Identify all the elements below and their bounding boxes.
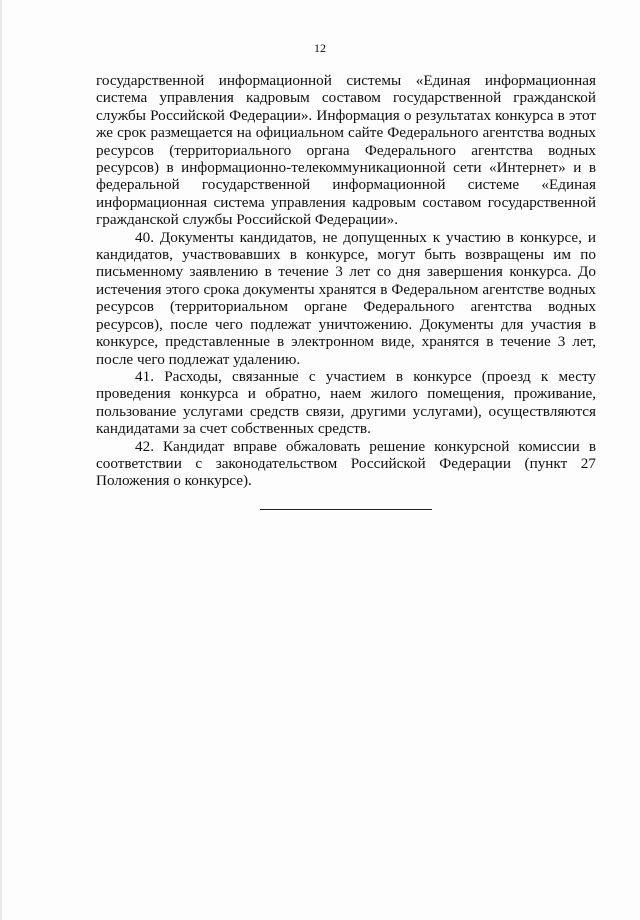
- paragraph-item-40: 40. Документы кандидатов, не допущенных к участию в конкурсе, и кандидатов, участвовавших в конкурсе, могут быть возвращены им по письменному заявлению в течение 3 лет со дня завершения конкурса. До истечения этого срока документы хранятся в Федеральном агентстве водных ресурсов (территориальном органе Федерального агентства водных ресурсов), после чего подлежат уничтожению. Документы для участия в конкурсе, представленные в электронном виде, хранятся в течение 3 лет, после чего подлежат удалению.: [96, 228, 596, 368]
- paragraph-item-42: 42. Кандидат вправе обжаловать решение конкурсной комиссии в соответствии с законодательством Российской Федерации (пункт 27 Положения о конкурсе).: [96, 437, 596, 490]
- end-of-document-rule: [260, 509, 432, 510]
- page-number: 12: [314, 41, 326, 55]
- scan-edge: [0, 0, 2, 920]
- paragraph-item-41: 41. Расходы, связанные с участием в конкурсе (проезд к месту проведения конкурса и обратно, наем жилого помещения, проживание, пользование услугами средств связи, другими услугами), осуществляются кандидатами за счет собственных средств.: [96, 367, 596, 438]
- document-body: [96, 72, 596, 490]
- paragraph-continuation: государственной информационной системы «Единая информационная система управления кадровым составом государственной гражданской службы Российской Федерации». Информация о результатах конкурса в этот же срок размещается на официальном сайте Федерального агентства водных ресурсов (территориального органа Федерального агентства водных ресурсов) в информационно-телекоммуникационной сети «Интернет» и в федеральной государственной информационной системе «Единая информационная система управления кадровым составом государственной гражданской службы Российской Федерации».: [96, 72, 596, 229]
